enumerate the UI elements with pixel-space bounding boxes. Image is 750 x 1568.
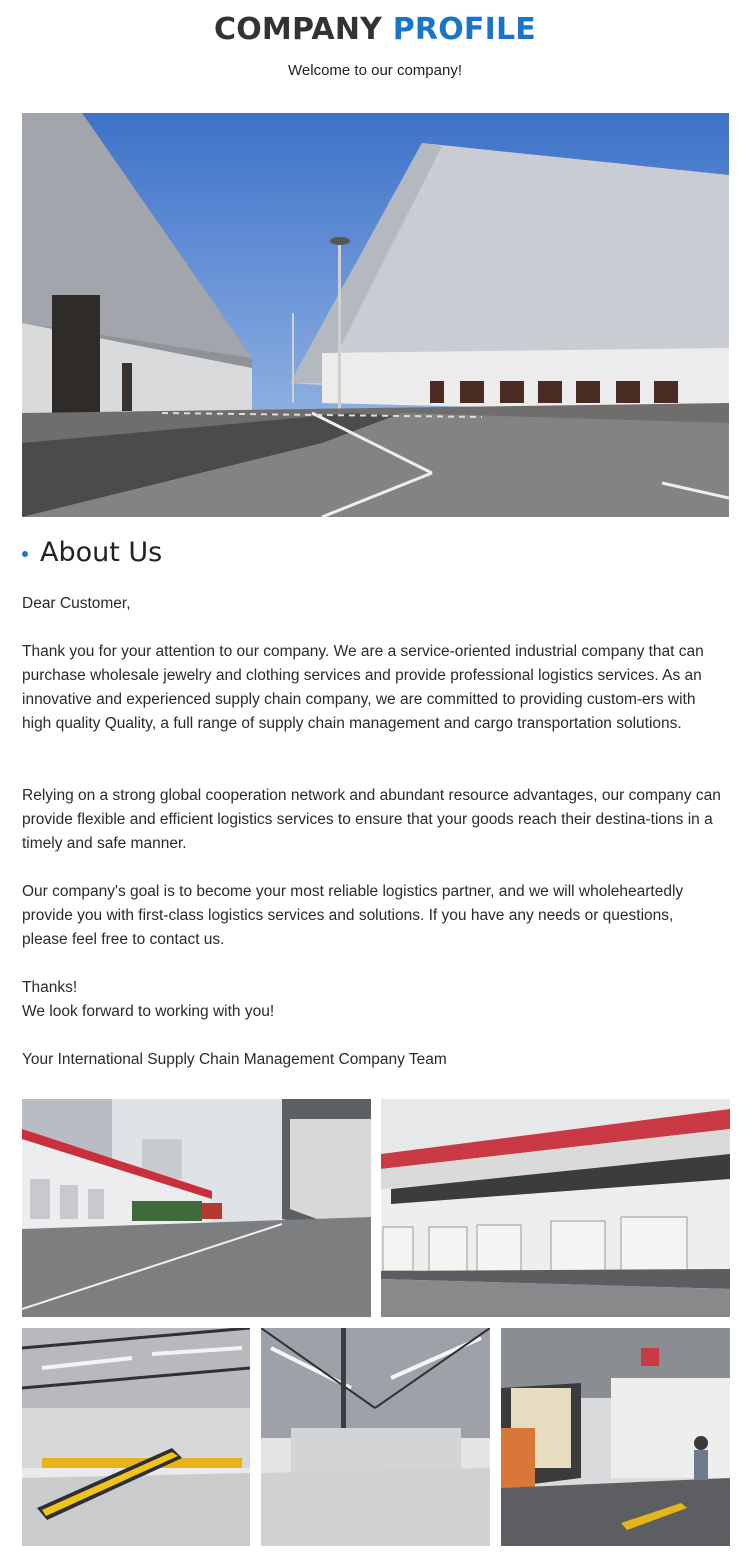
signature-text: Your International Supply Chain Management Company Team [22, 1051, 447, 1068]
bullet-dot-icon [22, 551, 28, 557]
thanks-text: Thanks! [22, 979, 78, 996]
title-word-profile: PROFILE [392, 12, 536, 47]
greeting-text: Dear Customer, [22, 595, 131, 612]
dock-doors-photo [381, 1099, 730, 1317]
loading-dock-photo [22, 1099, 371, 1317]
about-paragraph-1: Thank you for your attention to our company. We are a service-oriented industrial company that can purchase wholesale jewelry and clothing services and provide professional logistics services. As an innovative and experienced supply chain company, we are committed to providing custom-ers with high quality Quality, a full range of supply chain management and cargo transportation solutions. [22, 643, 704, 732]
about-us-title: About Us [40, 536, 163, 568]
about-us-heading [22, 534, 162, 570]
page-title [0, 12, 750, 47]
warehouse-interior-aisle-photo [261, 1328, 490, 1546]
warehouse-interior-conveyor-photo [22, 1328, 250, 1546]
about-paragraph-3: Our company's goal is to become your most reliable logistics partner, and we will wholeheartedly provide you with first-class logistics services and solutions. If you have any needs or questions, please feel free to contact us. [22, 883, 684, 948]
about-paragraph-2: Relying on a strong global cooperation network and abundant resource advantages, our company can provide flexible and efficient logistics services to ensure that your goods reach their destina-tions in a timely and safe manner. [22, 787, 721, 852]
warehouse-unloading-photo [501, 1328, 730, 1546]
page-subtitle: Welcome to our company! [288, 62, 462, 79]
warehouse-exterior-photo [22, 113, 729, 517]
closing-text: We look forward to working with you! [22, 1003, 275, 1020]
title-word-company: COMPANY [214, 12, 383, 47]
